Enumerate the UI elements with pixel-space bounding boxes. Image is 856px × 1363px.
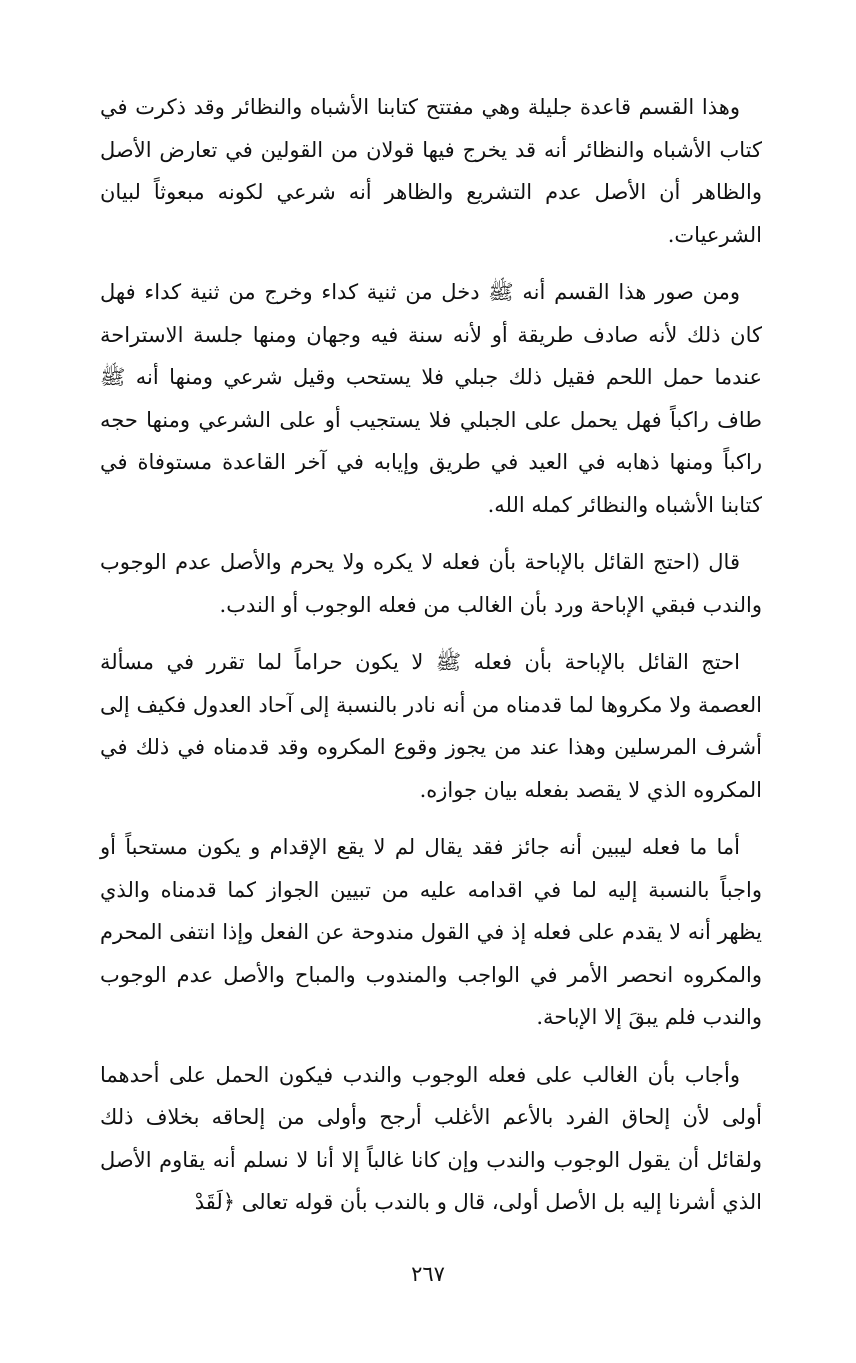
page-number: ٢٦٧ <box>411 1262 445 1286</box>
paragraph: احتج القائل بالإباحة بأن فعله ﷺ لا يكون حراماً لما تقرر في مسألة العصمة ولا مكروها لما قدمناه من أنه نادر بالنسبة إلى آحاد العدول فكيف إلى أشرف المرسلين وهذا عند من يجوز وقوع المكروه وقد قدمناه في ذلك في المكروه الذي لا يقصد بفعله بيان جوازه. <box>100 650 762 802</box>
paragraph: أما ما فعله ليبين أنه جائز فقد يقال لم لا يقع الإقدام و يكون مستحباً أو واجباً بالنسبة إليه لما في اقدامه عليه من تبيين الجواز كما قدمناه والذي يظهر أنه لا يقدم على فعله إذ في القول مندوحة عن الفعل وإذا انتفى المحرم والمكروه انحصر الأمر في الواجب والمندوب والمباح والأصل عدم الوجوب والندب فلم يبقَ إلا الإباحة. <box>100 835 762 1029</box>
body-text <box>100 86 762 1239</box>
paragraph: ومن صور هذا القسم أنه ﷺ دخل من ثنية كداء وخرج من ثنية كداء فهل كان ذلك لأنه صادف طريقة أو لأنه سنة فيه وجهان ومنها جلسة الاستراحة عندما حمل اللحم فقيل ذلك جبلي فلا يستحب وقيل شرعي ومنها أنه ﷺ طاف راكباً فهل يحمل على الجبلي فلا يستجيب أو على الشرعي ومنها حجه راكباً ومنها ذهابه في العيد في طريق وإيابه في آخر القاعدة مستوفاة في كتابنا الأشباه والنظائر كمله الله. <box>100 280 762 517</box>
paragraph: قال (احتج القائل بالإباحة بأن فعله لا يكره ولا يحرم والأصل عدم الوجوب والندب فبقي الإباحة ورد بأن الغالب من فعله الوجوب أو الندب. <box>100 550 762 617</box>
paragraph: وهذا القسم قاعدة جليلة وهي مفتتح كتابنا الأشباه والنظائر وقد ذكرت في كتاب الأشباه والنظائر أنه قد يخرج فيها قولان من القولين في تعارض الأصل والظاهر أن الأصل عدم التشريع والظاهر أنه شرعي لكونه مبعوثاً لبيان الشرعيات. <box>100 95 762 247</box>
paragraph: وأجاب بأن الغالب على فعله الوجوب والندب فيكون الحمل على أحدهما أولى لأن إلحاق الفرد بالأعم الأغلب أرجح وأولى من إلحاقه بخلاف ذلك ولقائل أن يقول الوجوب والندب وإن كانا غالباً إلا أنا لا نسلم أنه يقاوم الأصل الذي أشرنا إليه بل الأصل أولى، قال و بالندب بأن قوله تعالى ﴿لَقَدْ <box>100 1062 762 1214</box>
